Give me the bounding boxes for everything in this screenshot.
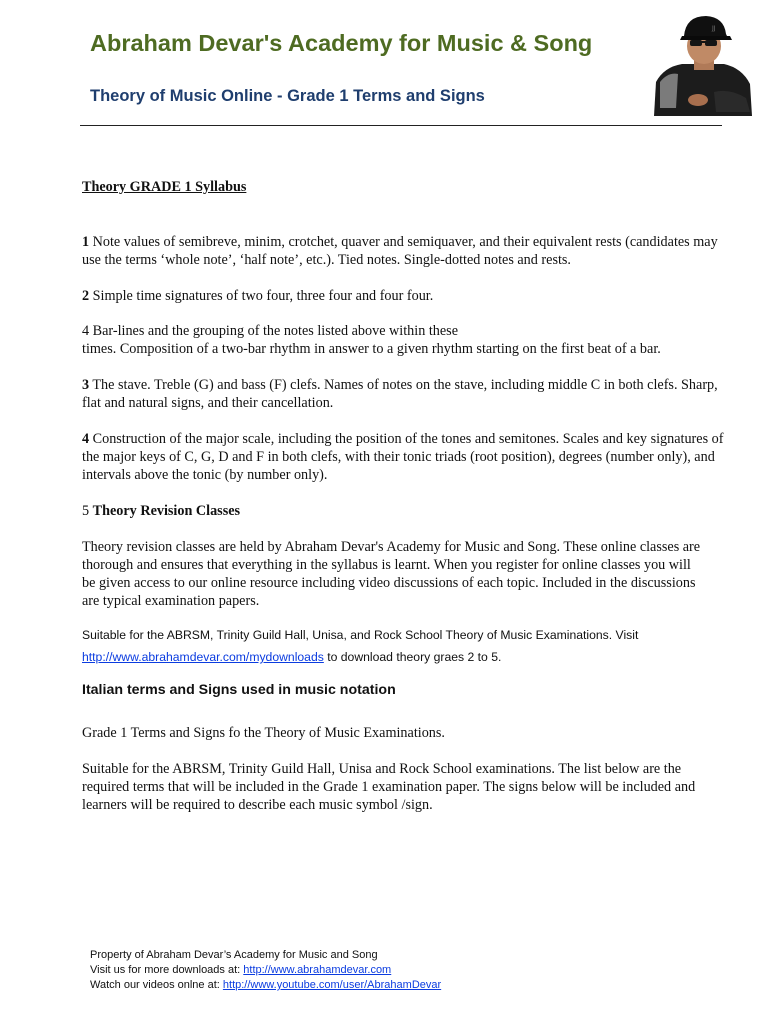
item-bold-title: Theory Revision Classes <box>92 503 241 519</box>
item-text: Note values of semibreve, minim, crotchet, quaver and semiquaver, and their equivalent rests (candidates may use the terms ‘whole note’, ‘half note’, etc.). Tied notes. Single-dotted notes and rests. <box>82 234 718 268</box>
footer-downloads <box>90 963 441 978</box>
website-link[interactable]: http://www.abrahamdevar.com <box>243 964 392 976</box>
list-paragraph: Suitable for the ABRSM, Trinity Guild Hall, Unisa and Rock School examinations. The list below are the required terms that will be included in the Grade 1 examination paper. The signs below will be included and learners will be required to describe each music symbol /sign. <box>82 761 696 813</box>
page-title: Abraham Devar's Academy for Music & Song <box>90 30 593 56</box>
item-number: 2 <box>82 288 90 304</box>
suitable-note-line2 <box>82 646 742 668</box>
downloads-link[interactable]: http://www.abrahamdevar.com/mydownloads <box>82 650 324 664</box>
syllabus-item-4 <box>82 430 730 484</box>
footer-videos <box>90 978 441 993</box>
footer-property: Property of Abraham Devar’s Academy for Music and Song <box>90 949 378 961</box>
footer-downloads-label: Visit us for more downloads at: <box>90 964 244 976</box>
footer-videos-label: Watch our videos onlne at: <box>90 979 223 991</box>
grade1-paragraph: Grade 1 Terms and Signs fo the Theory of Music Examinations. <box>82 725 445 741</box>
item-text-line1: 4 Bar-lines and the grouping of the notes listed above within these <box>82 323 458 339</box>
suitable-note-line1: Suitable for the ABRSM, Trinity Guild Hall, Unisa, and Rock School Theory of Music Examinations. Visit <box>82 628 639 642</box>
suitable-note <box>82 624 742 668</box>
youtube-link[interactable]: http://www.youtube.com/user/AbrahamDevar <box>222 979 442 991</box>
page-footer <box>90 948 441 993</box>
syllabus-heading: Theory GRADE 1 Syllabus <box>82 179 247 195</box>
syllabus-item-3 <box>82 376 730 412</box>
author-photo <box>654 12 752 116</box>
header-divider <box>80 125 722 126</box>
revision-paragraph: Theory revision classes are held by Abraham Devar's Academy for Music and Song. These online classes are thorough and ensures that everything in the syllabus is learnt. When you register for online classes you will be given access to our online resource including video discussions of each topic. Included in the discussions are typical examination papers. <box>82 539 701 609</box>
item-number: 4 <box>82 431 90 447</box>
item-number: 3 <box>82 377 90 393</box>
syllabus-item-5 <box>82 502 722 520</box>
italian-terms-heading: Italian terms and Signs used in music notation <box>82 682 396 698</box>
item-prefix: 5 <box>82 503 93 519</box>
item-text-line2: times. Composition of a two-bar rhythm in answer to a given rhythm starting on the first beat of a bar. <box>82 341 661 357</box>
page-subtitle: Theory of Music Online - Grade 1 Terms and Signs <box>90 87 485 105</box>
syllabus-item-bar-lines <box>82 322 722 358</box>
item-text: Construction of the major scale, including the position of the tones and semitones. Scales and key signatures of the major keys of C, G, D and F in both clefs, with their tonic triads (root position), degrees (number only), and intervals above the tonic (by number only). <box>82 431 724 483</box>
item-text: The stave. Treble (G) and bass (F) clefs. Names of notes on the stave, including middle C in both clefs. Sharp, flat and natural signs, and their cancellation. <box>82 377 718 411</box>
item-number: 1 <box>82 234 90 250</box>
item-text: Simple time signatures of two four, three four and four four. <box>89 288 434 304</box>
syllabus-item-1 <box>82 233 722 269</box>
suitable-note-after-link: to download theory graes 2 to 5. <box>323 650 502 664</box>
svg-text:JJ: JJ <box>712 25 716 32</box>
syllabus-item-2 <box>82 287 722 305</box>
